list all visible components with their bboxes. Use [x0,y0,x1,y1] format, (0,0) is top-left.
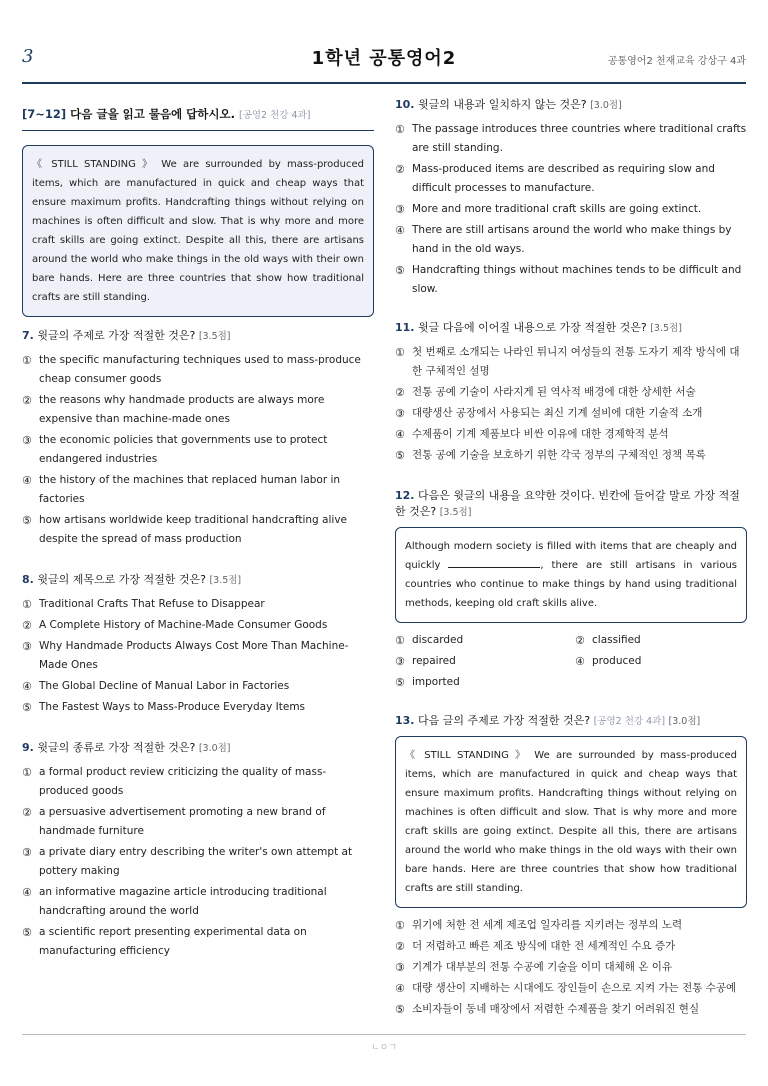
option-3[interactable] [22,843,374,881]
question-8-stem [22,571,374,587]
option-marker: ② [22,394,32,407]
option-marker: ① [22,598,32,611]
page-footer: ㄴㅇㄱ [370,1043,398,1053]
question-points: [3.5점] [209,575,242,586]
option-text: 대량 생산이 지배하는 시대에도 장인들이 손으로 지켜 가는 전통 수공예 [412,982,737,994]
option-text: Traditional Crafts That Refuse to Disappear [39,598,265,610]
option-marker: ③ [395,961,405,974]
option-text: the reasons why handmade products are always more expensive than machine-made ones [39,394,325,425]
question-text: 윗글의 내용과 일치하지 않는 것은? [418,98,587,111]
option-4[interactable] [22,677,374,696]
page-subtitle: 공통영어2 천재교육 강상구 4과 [607,56,746,67]
question-points: [3.5점] [439,507,472,518]
option-marker: ③ [395,655,405,668]
question-12-stem [395,487,747,519]
question-points: [3.0점] [590,100,622,111]
option-text: a persuasive advertisement promoting a new brand of handmade furniture [39,806,326,837]
option-marker: ② [22,619,32,632]
question-source: [공영2 천강 4과] [593,716,666,727]
answer-blank [448,557,540,568]
option-text: an informative magazine article introducing traditional handcrafting around the world [39,886,327,917]
instruction-source: [공영2 천강 4과] [239,110,311,121]
question-text: 윗글의 주제로 가장 적절한 것은? [37,329,196,342]
question-10 [395,96,747,299]
option-marker: ③ [395,203,405,216]
page-header [22,40,746,80]
option-marker: ⑤ [22,514,32,527]
option-text: the economic policies that governments use to protect endangered industries [39,434,328,465]
option-1[interactable] [22,351,374,389]
question-10-stem [395,96,747,112]
option-2[interactable] [395,383,747,402]
question-number: 10. [395,98,415,111]
option-text: The Global Decline of Manual Labor in Factories [39,680,290,692]
option-marker: ④ [22,886,32,899]
option-3[interactable] [395,404,747,423]
option-marker: ⑤ [395,449,405,462]
options-grid [395,631,747,694]
option-3[interactable] [395,200,747,219]
option-4[interactable] [395,221,747,259]
option-5[interactable] [22,511,374,549]
option-5[interactable] [395,673,567,692]
option-text: imported [412,676,460,688]
option-marker: ③ [22,434,32,447]
option-marker: ③ [22,846,32,859]
summary-text-after: , there are still artisans in various countries who continue to make things by hand using traditional methods, keeping old craft skills alive. [405,560,737,609]
question-points: [3.0점] [198,743,231,754]
option-4[interactable] [395,425,747,444]
question-13-stem [395,712,747,728]
option-marker: ④ [395,428,405,441]
option-2[interactable] [395,160,747,198]
option-text: 기계가 대부분의 전통 수공예 기술을 이미 대체해 온 이유 [412,961,672,973]
left-column [22,96,374,963]
option-marker: ③ [22,640,32,653]
option-text: 위기에 처한 전 세계 제조업 일자리를 지키려는 정부의 노력 [412,919,683,931]
option-2[interactable] [22,616,374,635]
option-5[interactable] [22,923,374,961]
options-list [22,763,374,961]
option-text: Handcrafting things without machines tends to be difficult and slow. [412,264,742,295]
option-text: 전통 공예 기술을 보호하기 위한 각국 정부의 구체적인 정책 목록 [412,449,706,461]
option-text: how artisans worldwide keep traditional handcrafting alive despite the spread of mass production [39,514,347,545]
question-11-stem [395,319,747,335]
option-5[interactable] [395,1000,747,1019]
option-2[interactable] [22,391,374,429]
question-points: [3.0점] [668,716,701,727]
question-number: 13. [395,714,415,727]
option-text: The Fastest Ways to Mass-Produce Everyday Items [39,701,306,713]
question-points: [3.5점] [650,323,682,334]
question-9 [22,739,374,961]
option-1[interactable] [395,343,747,381]
instruction [22,106,374,131]
question-number: 8. [22,573,34,586]
option-text: 첫 번째로 소개되는 나라인 튀니지 여성들의 전통 도자기 제작 방식에 대한 구체적인 설명 [412,346,740,377]
page-title: 1학년 공통영어2 [311,48,457,69]
question-points: [3.5점] [198,331,231,342]
option-text: More and more traditional craft skills are going extinct. [412,203,702,215]
summary-text-before: Although modern society is filled with items that are cheaply and quickly [405,541,737,571]
option-marker: ② [395,386,405,399]
option-marker: ① [395,123,405,136]
option-marker: ⑤ [22,701,32,714]
option-5[interactable] [22,698,374,717]
option-1[interactable] [22,763,374,801]
options-list [395,120,747,299]
instruction-text: 다음 글을 읽고 물음에 답하시오. [70,107,235,121]
question-13 [395,712,747,1019]
question-9-stem [22,739,374,755]
reading-passage: 《 STILL STANDING 》 We are surrounded by mass-produced items, which are manufactured in quick and cheap ways that ensure maximum profits. Handcrafting things without relying on machines is often difficult and slow. That is why more and more craft skills are going extinct. Despite all this, there are artisans around the world who make things in the old ways with their own bare hands. Here are three countries that show how traditional crafts are still standing. [395,736,747,908]
option-marker: ④ [575,655,585,668]
options-list [395,916,747,1019]
option-4[interactable] [575,652,747,671]
option-2[interactable] [575,631,747,650]
option-1[interactable] [395,120,747,158]
option-marker: ⑤ [395,264,405,277]
option-marker: ② [575,634,585,647]
option-text: repaired [412,655,456,667]
option-text: 소비자들이 동네 매장에서 저렴한 수제품을 찾기 어려워진 현실 [412,1003,700,1015]
option-marker: ① [395,919,405,932]
option-marker: ④ [395,224,405,237]
option-text: the specific manufacturing techniques used to mass-produce cheap consumer goods [39,354,361,385]
question-text: 윗글 다음에 이어질 내용으로 가장 적절한 것은? [418,321,647,334]
question-text: 다음 글의 주제로 가장 적절한 것은? [418,714,591,727]
options-list [22,351,374,549]
page-number: 3 [22,46,34,67]
option-text: 수제품이 기계 제품보다 비싼 이유에 대한 경제학적 분석 [412,428,669,440]
option-text: There are still artisans around the world who make things by hand in the old ways. [412,224,732,255]
option-3[interactable] [22,637,374,675]
option-4[interactable] [22,883,374,921]
option-4[interactable] [22,471,374,509]
question-12 [395,487,747,694]
option-text: a formal product review criticizing the quality of mass-produced goods [39,766,327,797]
question-number: 12. [395,489,415,502]
question-11 [395,319,747,465]
instruction-range: [7~12] [22,107,67,121]
option-3[interactable] [395,958,747,977]
option-marker: ⑤ [22,926,32,939]
question-number: 9. [22,741,34,754]
option-text: a scientific report presenting experimental data on manufacturing efficiency [39,926,307,957]
option-text: 더 저렴하고 빠른 제조 방식에 대한 전 세계적인 수요 증가 [412,940,676,952]
option-text: the history of the machines that replaced human labor in factories [39,474,341,505]
option-marker: ③ [395,407,405,420]
reading-passage: 《 STILL STANDING 》 We are surrounded by mass-produced items, which are manufactured in quick and cheap ways that ensure maximum profits. Handcrafting things without relying on machines is often difficult and slow. That is why more and more craft skills are going extinct. Despite all this, there are artisans around the world who make things in the old ways with their own bare hands. Here are three countries that show how traditional crafts are still standing. [22,145,374,317]
options-list [22,595,374,717]
option-3[interactable] [395,652,567,671]
option-5[interactable] [395,446,747,465]
footer-divider [22,1034,746,1035]
option-1[interactable] [22,595,374,614]
option-marker: ① [22,766,32,779]
option-2[interactable] [395,937,747,956]
question-7-stem [22,327,374,343]
header-divider [22,82,746,84]
option-marker: ⑤ [395,1003,405,1016]
option-2[interactable] [22,803,374,841]
question-text: 윗글의 제목으로 가장 적절한 것은? [37,573,206,586]
option-text: classified [592,634,641,646]
option-text: produced [592,655,642,667]
option-text: a private diary entry describing the writer's own attempt at pottery making [39,846,353,877]
option-marker: ④ [22,680,32,693]
option-1[interactable] [395,631,567,650]
option-text: discarded [412,634,464,646]
option-text: The passage introduces three countries where traditional crafts are still standing. [412,123,747,154]
option-4[interactable] [395,979,747,998]
right-column [395,96,747,1021]
option-marker: ④ [22,474,32,487]
option-marker: ② [22,806,32,819]
question-number: 11. [395,321,415,334]
option-marker: ① [22,354,32,367]
option-marker: ① [395,634,405,647]
option-text: 전통 공예 기술이 사라지게 된 역사적 배경에 대한 상세한 서술 [412,386,696,398]
option-marker: ④ [395,982,405,995]
option-marker: ① [395,346,405,359]
option-marker: ② [395,940,405,953]
option-text: Why Handmade Products Always Cost More Than Machine-Made Ones [39,640,349,671]
option-marker: ⑤ [395,676,405,689]
question-8 [22,571,374,717]
option-text: Mass-produced items are described as requiring slow and difficult processes to manufacture. [412,163,715,194]
option-5[interactable] [395,261,747,299]
option-text: 대량생산 공장에서 사용되는 최신 기계 설비에 대한 기술적 소개 [412,407,703,419]
summary-box [395,527,747,623]
question-7 [22,327,374,549]
question-text: 다음은 윗글의 내용을 요약한 것이다. 빈칸에 들어갈 말로 가장 적절한 것은? [395,489,740,518]
question-number: 7. [22,329,34,342]
option-marker: ② [395,163,405,176]
options-list [395,343,747,465]
option-3[interactable] [22,431,374,469]
option-1[interactable] [395,916,747,935]
option-text: A Complete History of Machine-Made Consumer Goods [39,619,328,631]
question-text: 윗글의 종류로 가장 적절한 것은? [37,741,196,754]
